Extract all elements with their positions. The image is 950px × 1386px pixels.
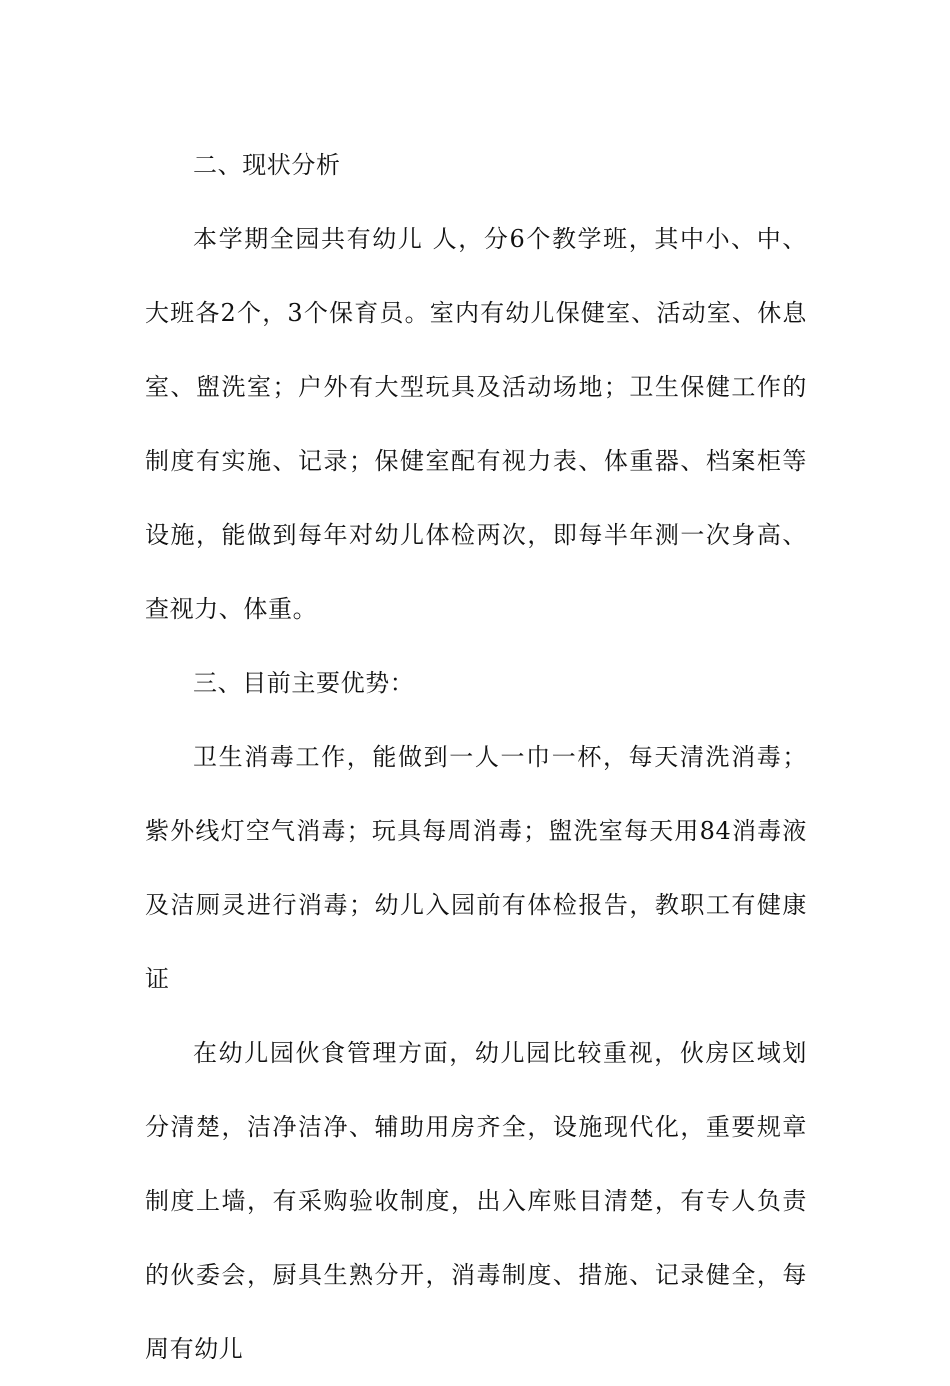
paragraph-status-analysis: 本学期全园共有幼儿 人，分6个教学班，其中小、中、大班各2个，3个保育员。室内有幼儿保健室、活动室、休息室、盥洗室；户外有大型玩具及活动场地；卫生保健工作的制度有实施、记录；保健室配有视力表、体重器、档案柜等设施，能做到每年对幼儿体检两次，即每半年测一次身高、查视力、体重。 [145,225,807,623]
paragraph-disinfection: 卫生消毒工作，能做到一人一巾一杯，每天清洗消毒；紫外线灯空气消毒；玩具每周消毒；盥洗室每天用84消毒液及洁厕灵进行消毒；幼儿入园前有体检报告，教职工有健康证 [145,743,807,993]
section-heading-main-advantages: 三、目前主要优势： [193,669,415,697]
section-heading-status-analysis: 二、现状分析 [193,151,341,179]
paragraph-food-management: 在幼儿园伙食管理方面，幼儿园比较重视，伙房区域划分清楚，洁净洁净、辅助用房齐全，设施现代化，重要规章制度上墙，有采购验收制度，出入库账目清楚，有专人负责的伙委会，厨具生熟分开，消毒制度、措施、记录健全，每周有幼儿 [145,1039,807,1363]
document-body [145,128,807,1386]
